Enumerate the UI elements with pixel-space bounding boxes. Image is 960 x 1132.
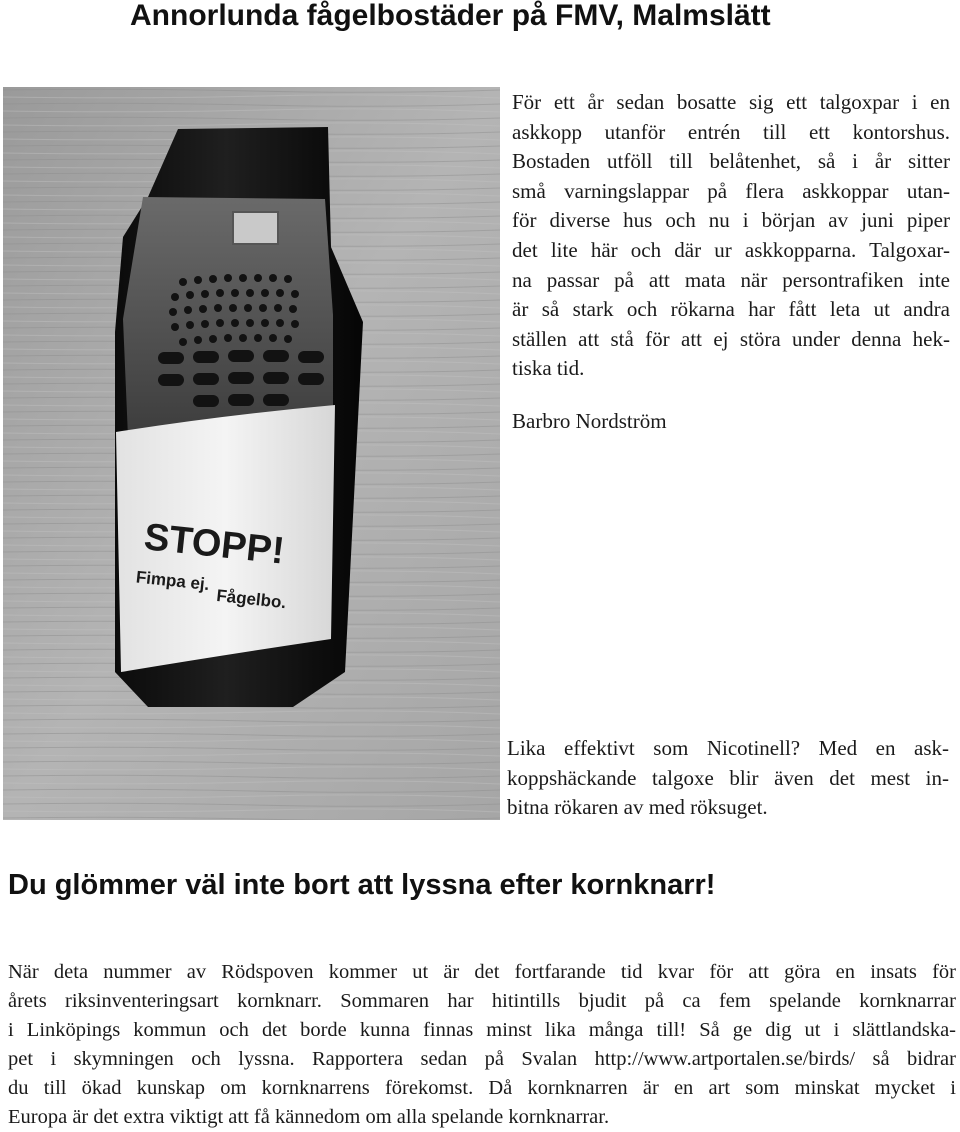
caption-line: Lika effektivt som Nicotinell? Med en ask- xyxy=(507,736,949,760)
ashtray-birdhouse-photo xyxy=(3,87,500,820)
article-body-line: små varningslappar på flera askkoppar utan- xyxy=(512,178,950,203)
kornknarr-body xyxy=(8,958,956,1132)
article-body-line: det lite här och där ur askkopparna. Talgoxar- xyxy=(512,237,950,262)
article-body-line: är så stark och rökarna har fått leta ut andra xyxy=(512,297,950,322)
sign-line-right: Fågelbo. xyxy=(215,585,288,613)
warning-label xyxy=(116,405,335,672)
kornknarr-body-line: i Linköpings kommun och det borde kunna finnas minst lika många till! Så ge dig ut i slättlandska- xyxy=(8,1019,956,1041)
article-body-line: ställen att stå för att ej störa under denna hek- xyxy=(512,326,950,351)
article-body-line: för diverse hus och nu i början av juni piper xyxy=(512,208,950,233)
kornknarr-body-line: pet i skymningen och lyssna. Rapportera sedan på Svalan http://www.artportalen.se/birds/ så bidrar xyxy=(8,1048,956,1070)
article-body-line: askkopp utanför entrén till ett kontorshus. xyxy=(512,119,950,144)
kornknarr-body-line: När deta nummer av Rödspoven kommer ut är det fortfarande tid kvar för att göra en insats för xyxy=(8,961,956,983)
article-body-line: För ett år sedan bosatte sig ett talgoxpar i en xyxy=(512,90,950,114)
sign-line-left: Fimpa ej. xyxy=(135,567,211,595)
article-body-line: na passar på att mata när persontrafiken inte xyxy=(512,267,950,292)
kornknarr-title: Du glömmer väl inte bort att lyssna efter kornknarr! xyxy=(8,869,716,901)
kornknarr-body-line: du till ökad kunskap om kornknarrens förekomst. Då kornknarren är en art som minskat mycket i xyxy=(8,1077,956,1099)
caption-line: koppshäckande talgoxe blir även det mest in- xyxy=(507,765,949,790)
article-body-line: tiska tid. xyxy=(512,356,585,381)
caption-line: bitna rökaren av med röksuget. xyxy=(507,795,768,819)
kornknarr-body-line: Europa är det extra viktigt att få kännedom om alla spelande kornknarrar. xyxy=(8,1106,610,1128)
article-body-line: Bostaden utföll till belåtenhet, så i år sitter xyxy=(512,149,950,174)
article-title: Annorlunda fågelbostäder på FMV, Malmslätt xyxy=(130,0,771,32)
article-body xyxy=(512,88,950,384)
sign-heading: STOPP! xyxy=(142,516,287,573)
author-signature: Barbro Nordström xyxy=(512,409,667,433)
kornknarr-body-line: årets riksinventeringsart kornknarr. Sommaren har hitintills bjudit på ca fem spelande kornknarrar xyxy=(8,990,956,1012)
photo-caption xyxy=(507,734,949,823)
